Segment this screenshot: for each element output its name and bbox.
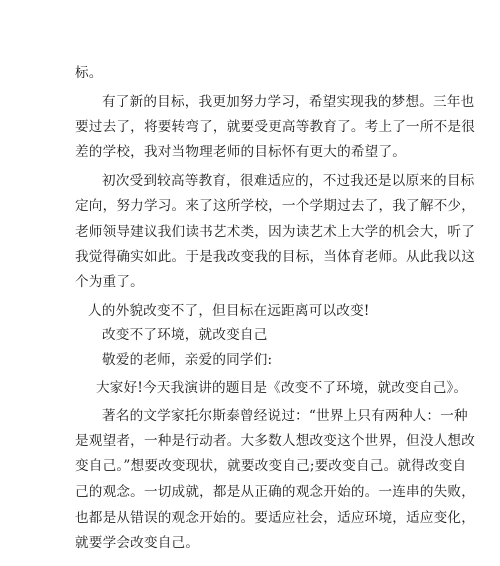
- text-line: 初次受到较高等教育，很难适应的，不过我还是以原来的目标: [102, 173, 475, 189]
- text-line: 要过去了，将要转弯了，就要受更高等教育了。考上了一所不是很: [75, 119, 476, 135]
- text-line: 变自己。”想要改变现状，就要改变自己;要改变自己。就得改变自: [75, 458, 467, 474]
- text-line: 敬爱的老师，亲爱的同学们:: [102, 352, 273, 368]
- text-line: 己的观念。一切成就，都是从正确的观念开始的。一连串的失败，: [75, 484, 476, 500]
- text-line: 著名的文学家托尔斯泰曾经说过：“世界上只有两种人：一种: [102, 408, 468, 424]
- text-line: 定向，努力学习。来了这所学校，一个学期过去了，我了解不少，: [75, 198, 476, 214]
- text-line: 我觉得确实如此。于是我改变我的目标，当体育老师。从此我以这: [75, 249, 476, 265]
- text-line: 标。: [75, 65, 103, 81]
- text-line: 就要学会改变自己。: [75, 535, 200, 551]
- text-line: 个为重了。: [75, 274, 144, 290]
- text-line: 是观望者，一种是行动者。大多数人想改变这个世界，但没人想改: [75, 433, 476, 449]
- text-line: 改变不了环境，就改变自己: [102, 327, 268, 343]
- text-line: 老师领导建议我们读书艺术类，因为读艺术上大学的机会大，听了: [75, 224, 476, 240]
- text-line: 有了新的目标，我更加努力学习，希望实现我的梦想。三年也: [102, 94, 475, 110]
- text-line: 大家好!今天我演讲的题目是《改变不了环境，就改变自己》。: [96, 380, 468, 396]
- text-line: 人的外貌改变不了，但目标在远距离可以改变!: [88, 303, 370, 319]
- text-line: 也都是从错误的观念开始的。要适应社会，适应环境，适应变化，: [75, 510, 476, 526]
- text-line: 差的学校，我对当物理老师的目标怀有更大的希望了。: [75, 144, 407, 160]
